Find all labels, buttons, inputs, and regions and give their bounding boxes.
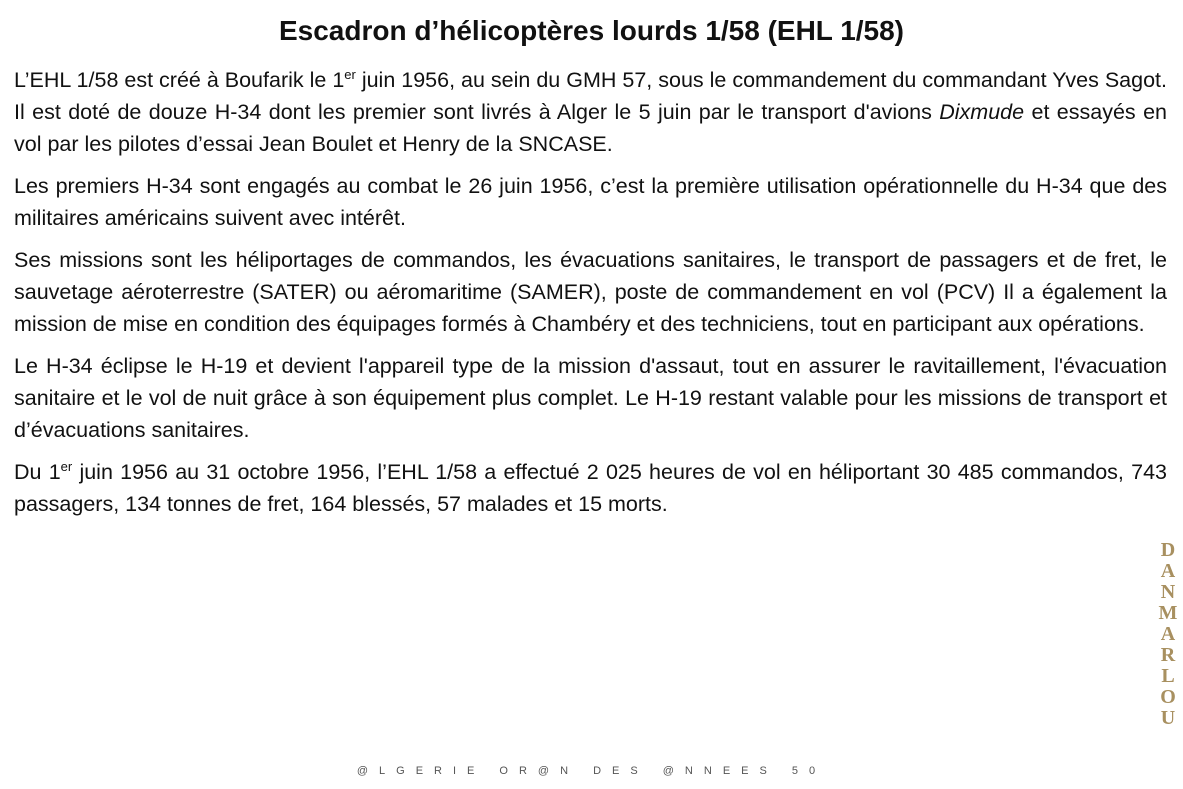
paragraph-text: juin 1956, au sein du GMH 57, sous le commandement du commandant Yves Sagot. Il est doté de douze H-34 dont les premier sont livrés à Alger le 5 juin par le transport d'avions	[14, 68, 1167, 124]
signature-letter: D	[1160, 539, 1176, 561]
paragraph-first-combat: Les premiers H-34 sont engagés au combat le 26 juin 1956, c’est la première utilisation opérationnelle du H-34 que des militaires américains suivent avec intérêt.	[14, 174, 1167, 230]
signature-letter: L	[1161, 665, 1175, 687]
paragraph-h34-vs-h19: Le H-34 éclipse le H-19 et devient l'appareil type de la mission d'assaut, tout en assurer le ravitaillement, l'évacuation sanitaire et le vol de nuit grâce à son équipement plus complet. Le H-19 restant valable pour les missions de transport et d’évacuations sanitaires.	[14, 354, 1167, 442]
page-title: Escadron d’hélicoptères lourds 1/58 (EHL 1/58)	[278, 15, 905, 46]
paragraph-missions: Ses missions sont les héliportages de commandos, les évacuations sanitaires, le transport de passagers et de fret, le sauvetage aéroterrestre (SATER) ou aéromaritime (SAMER), poste de commandement en vol (PCV) Il a également la mission de mise en condition des équipages formés à Chambéry et des techniciens, tout en participant aux opérations.	[14, 248, 1167, 336]
signature-letter: M	[1158, 602, 1178, 624]
article-body	[14, 64, 1167, 530]
ordinal-superscript: er	[60, 459, 73, 474]
paragraph-text: L’EHL 1/58 est créé à Boufarik le 1	[14, 68, 345, 92]
paragraph-text: juin 1956 au 31 octobre 1956, l’EHL 1/58 a effectué 2 025 heures de vol en héliportant 30 485 commandos, 743 passagers, 134 tonnes de fret, 164 blessés, 57 malades et 15 morts.	[14, 460, 1167, 516]
paragraph-text: et essayés en vol par les pilotes d’essai Jean Boulet et Henry de la SNCASE.	[14, 100, 1167, 156]
signature-letter: O	[1160, 686, 1176, 708]
ship-name: Dixmude	[939, 100, 1025, 124]
signature-letter: U	[1160, 707, 1176, 729]
signature-letter: R	[1160, 644, 1176, 666]
author-signature-vertical	[1157, 540, 1179, 729]
footer-caption: @LGERIE OR@N DES @NNEES 50	[356, 765, 827, 777]
ordinal-superscript: er	[344, 67, 356, 82]
signature-letter: A	[1160, 560, 1176, 582]
paragraph-creation	[14, 64, 1167, 160]
paragraph-text: Du 1	[14, 460, 61, 484]
signature-letter: N	[1160, 581, 1176, 603]
signature-letter: A	[1160, 623, 1176, 645]
paragraph-statistics	[14, 456, 1167, 520]
